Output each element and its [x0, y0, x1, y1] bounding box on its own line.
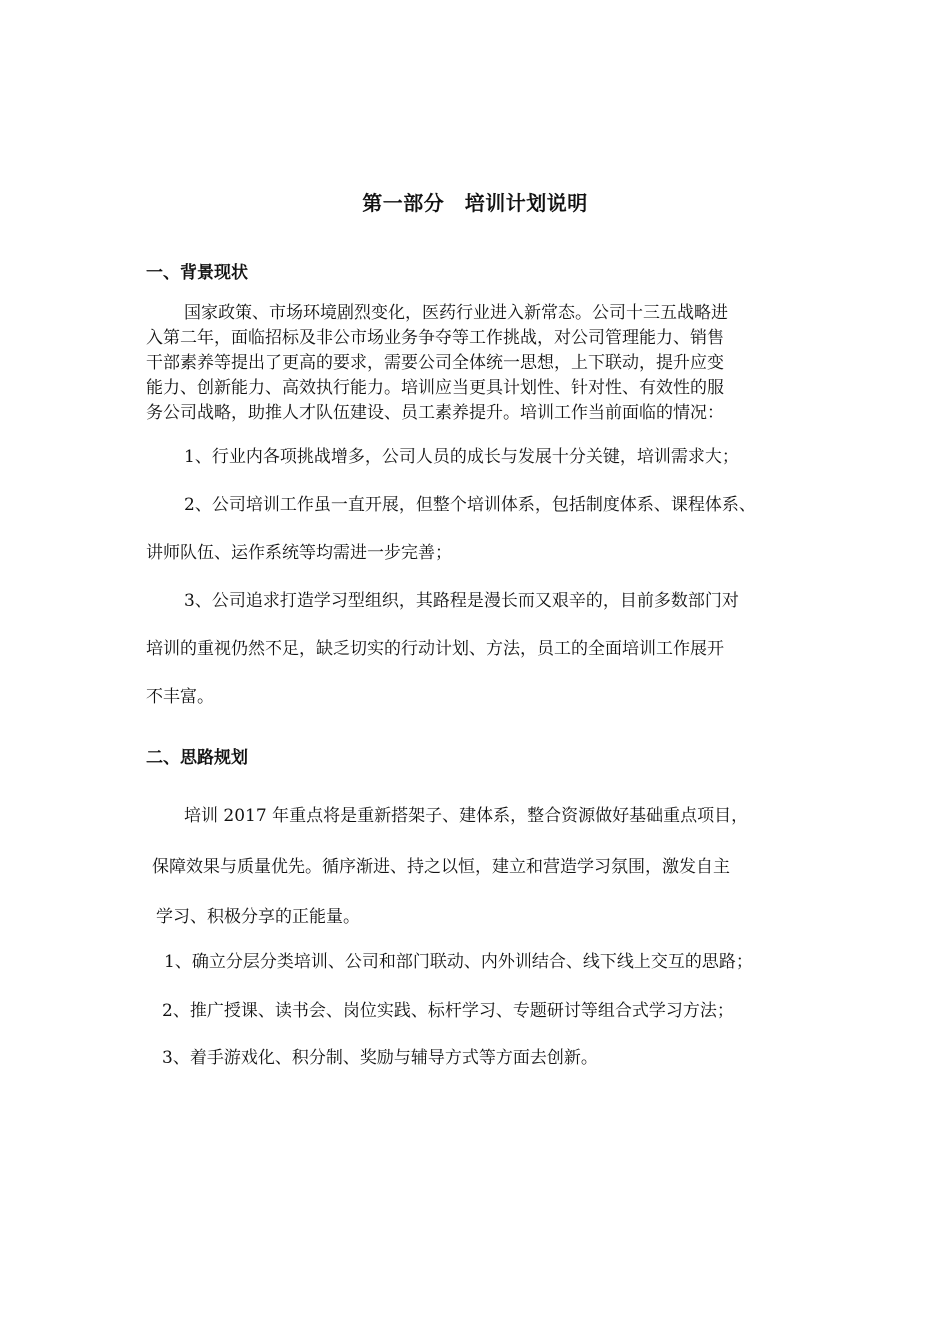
paragraph-line: 入第二年，面临招标及非公市场业务争夺等工作挑战，对公司管理能力、销售 [146, 328, 724, 348]
paragraph-line: 干部素养等提出了更高的要求，需要公司全体统一思想，上下联动，提升应变 [146, 353, 724, 373]
paragraph-line: 学习、积极分享的正能量。 [156, 907, 360, 927]
list-item: 3、着手游戏化、积分制、奖励与辅导方式等方面去创新。 [162, 1048, 598, 1068]
paragraph-line: 培训 2017 年重点将是重新搭架子、建体系，整合资源做好基础重点项目， [184, 806, 749, 826]
section-heading-background: 一、背景现状 [146, 263, 248, 283]
list-item: 1、行业内各项挑战增多，公司人员的成长与发展十分关键，培训需求大； [184, 447, 739, 467]
list-item-continuation: 培训的重视仍然不足，缺乏切实的行动计划、方法，员工的全面培训工作展开 [146, 639, 724, 659]
paragraph-line: 务公司战略，助推人才队伍建设、员工素养提升。培训工作当前面临的情况： [146, 403, 724, 423]
list-item: 2、公司培训工作虽一直开展，但整个培训体系，包括制度体系、课程体系、 [184, 495, 756, 515]
list-item-continuation: 不丰富。 [146, 687, 214, 707]
paragraph-line: 国家政策、市场环境剧烈变化，医药行业进入新常态。公司十三五战略进 [184, 303, 728, 323]
list-item: 1、确立分层分类培训、公司和部门联动、内外训结合、线下线上交互的思路； [164, 952, 753, 972]
paragraph-line: 保障效果与质量优先。循序渐进、持之以恒，建立和营造学习氛围，激发自主 [152, 857, 730, 877]
list-item-continuation: 讲师队伍、运作系统等均需进一步完善； [146, 543, 452, 563]
paragraph-line: 能力、创新能力、高效执行能力。培训应当更具计划性、针对性、有效性的服 [146, 378, 724, 398]
document-title: 第一部分 培训计划说明 [362, 191, 588, 215]
list-item: 3、公司追求打造学习型组织，其路程是漫长而又艰辛的，目前多数部门对 [184, 591, 739, 611]
section-heading-planning: 二、思路规划 [146, 748, 248, 768]
list-item: 2、推广授课、读书会、岗位实践、标杆学习、专题研讨等组合式学习方法； [162, 1001, 734, 1021]
